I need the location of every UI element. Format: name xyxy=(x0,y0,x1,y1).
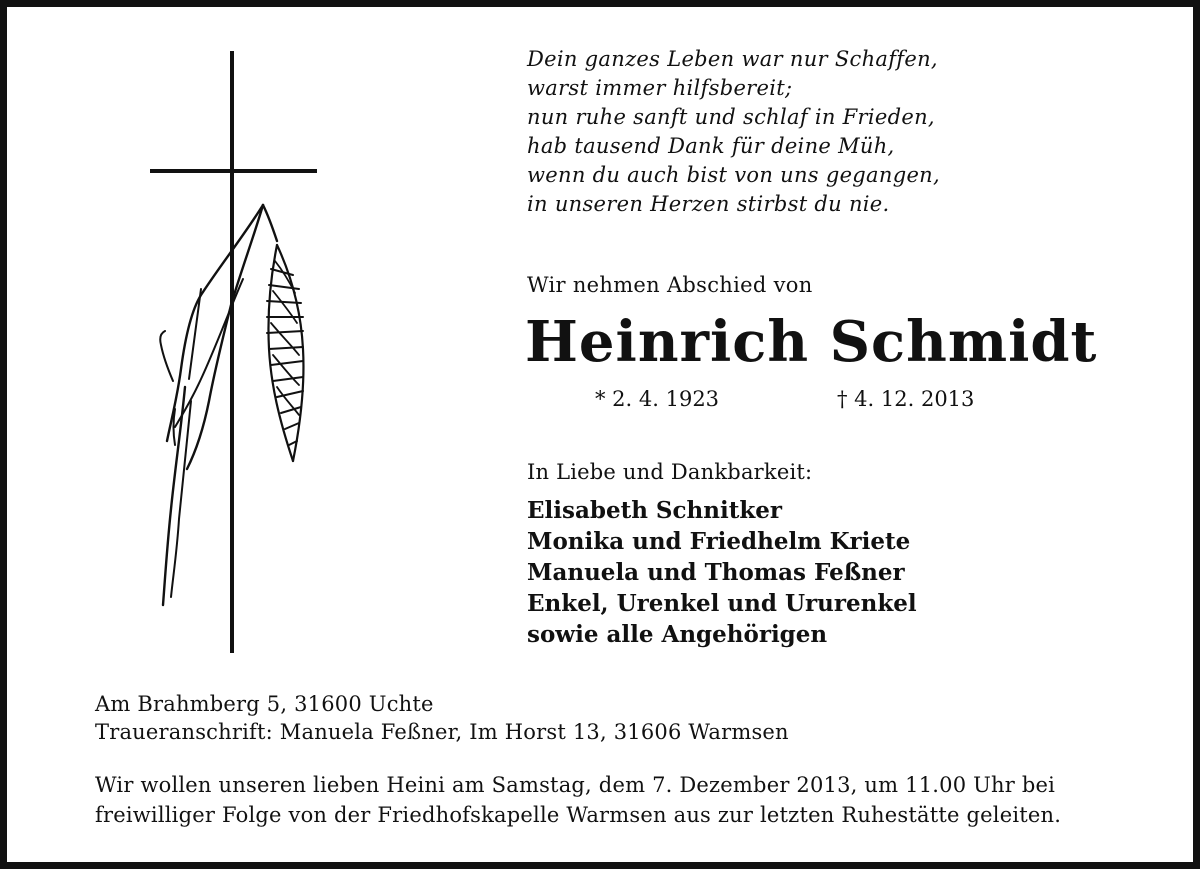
mourners-list xyxy=(527,495,917,650)
memorial-poem xyxy=(527,45,1147,219)
address-block xyxy=(95,690,789,746)
poem-line: warst immer hilfsbereit; xyxy=(527,76,793,100)
poem-line: wenn du auch bist von uns gegangen, xyxy=(527,163,940,187)
mourner-entry: Monika und Friedhelm Kriete xyxy=(527,528,911,555)
mourner-entry: Enkel, Urenkel und Ururenkel xyxy=(527,590,917,617)
mourning-address: Traueranschrift: Manuela Feßner, Im Horst 13, 31606 Warmsen xyxy=(95,720,789,744)
poem-line: in unseren Herzen stirbst du nie. xyxy=(527,192,890,216)
mourner-entry: Manuela und Thomas Feßner xyxy=(527,559,905,586)
farewell-intro: Wir nehmen Abschied von xyxy=(527,273,813,297)
poem-line: nun ruhe sanft und schlaf in Frieden, xyxy=(527,105,935,129)
deceased-name: Heinrich Schmidt xyxy=(525,309,1098,375)
funeral-line: freiwilliger Folge von der Friedhofskapelle Warmsen aus zur letzten Ruhestätte geleiten. xyxy=(95,803,1062,827)
funeral-line: Wir wollen unseren lieben Heini am Samstag, dem 7. Dezember 2013, um 11.00 Uhr bei xyxy=(95,773,1056,797)
cross-with-wheat-icon xyxy=(145,49,325,655)
death-date: † 4. 12. 2013 xyxy=(837,387,975,411)
mourner-entry: Elisabeth Schnitker xyxy=(527,497,783,524)
birth-date: * 2. 4. 1923 xyxy=(595,387,720,411)
poem-line: Dein ganzes Leben war nur Schaffen, xyxy=(527,47,938,71)
poem-line: hab tausend Dank für deine Müh, xyxy=(527,134,895,158)
gratitude-line: In Liebe und Dankbarkeit: xyxy=(527,460,813,484)
funeral-announcement xyxy=(95,770,1061,830)
home-address: Am Brahmberg 5, 31600 Uchte xyxy=(95,692,434,716)
mourner-entry: sowie alle Angehörigen xyxy=(527,621,828,648)
